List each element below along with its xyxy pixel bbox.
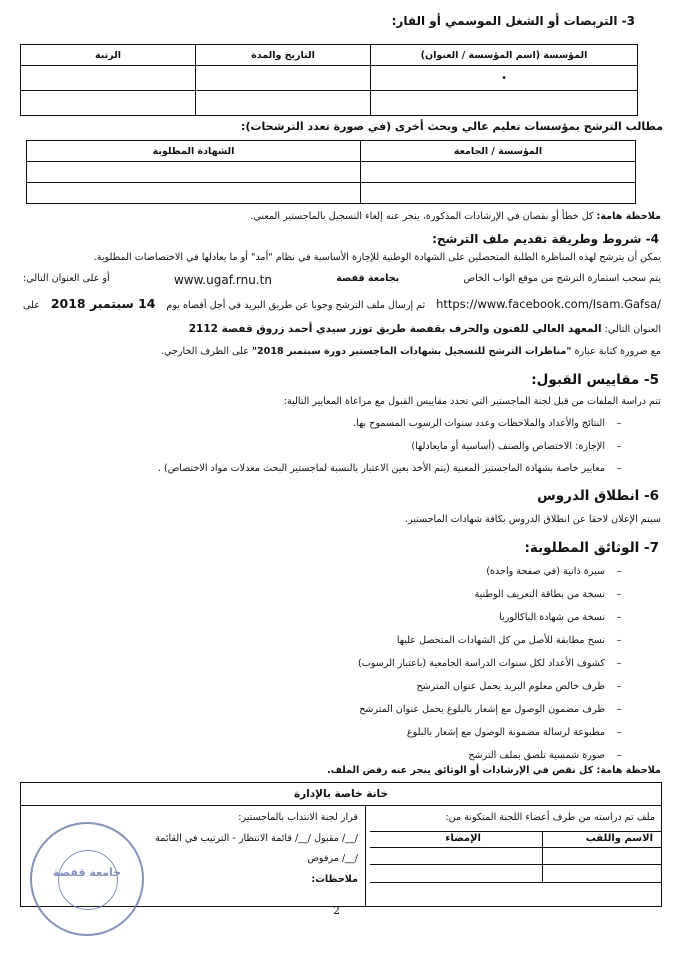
committee-row bbox=[370, 847, 661, 865]
table-cell bbox=[361, 162, 636, 183]
list-item: – صورة شمسية تلصق بملف الترشح bbox=[358, 744, 633, 767]
important-note-1 bbox=[250, 211, 661, 223]
list-item: – مطبوعة لرسالة مضمونة الوصول مع إشعار بالبلوغ bbox=[358, 721, 633, 744]
committee-column-divider bbox=[542, 831, 543, 883]
list-item: – سيرة ذاتية (في صفحة واحدة) bbox=[358, 560, 633, 583]
courses-start-text: سيتم الإعلان لاحقا عن انطلاق الدروس بكافة شهادات الماجستير. bbox=[404, 514, 661, 525]
table-cell bbox=[371, 66, 638, 91]
important-note-2 bbox=[327, 765, 661, 777]
list-item: – ظرف مضمون الوصول مع إشعار بالبلوغ يحمل عنوان المترشح bbox=[358, 698, 633, 721]
header-institution: المؤسسة (اسم المؤسسة / العنوان) bbox=[371, 45, 638, 66]
list-item: – الإجازة: الاختصاص والصنف (أساسية أو مايعادلها) bbox=[158, 436, 633, 459]
list-item: – نسخة من شهادة الباكالوريا bbox=[358, 606, 633, 629]
table-row bbox=[21, 91, 638, 116]
envelope-outro: على الظرف الخارجي. bbox=[160, 346, 249, 357]
committee-panel bbox=[365, 806, 661, 906]
table-row bbox=[21, 66, 638, 91]
form-download-line bbox=[23, 273, 661, 289]
envelope-intro: مع ضرورة كتابة عبارة bbox=[574, 346, 661, 357]
note-label: ملاحظة هامة: bbox=[596, 765, 661, 776]
table-cell bbox=[196, 91, 371, 116]
address-label: العنوان التالي: bbox=[604, 324, 661, 335]
list-item: – نسخ مطابقة للأصل من كل الشهادات المتحصل عليها bbox=[358, 629, 633, 652]
address-line bbox=[189, 323, 661, 337]
list-item: – ظرف خالص معلوم البريد يحمل عنوان المترشح bbox=[358, 675, 633, 698]
notes-label: ملاحظات: bbox=[311, 874, 358, 885]
section-3-title: 3- التربصات أو الشغل الموسمي أو القار: bbox=[391, 14, 635, 28]
header-rank: الرتبة bbox=[21, 45, 196, 66]
envelope-mention-line bbox=[161, 346, 661, 358]
list-item: – نسخة من بطاقة التعريف الوطنية bbox=[358, 583, 633, 606]
table-row bbox=[27, 183, 636, 204]
or-address-text: أو على العنوان التالي: bbox=[23, 273, 110, 284]
header-degree: الشهادة المطلوبة bbox=[27, 141, 361, 162]
required-documents-list bbox=[358, 560, 633, 767]
eligibility-text: يمكن أن يترشح لهذه المناظرة الطلبة المتحصلين على الشهادة الوطنية للإجازة الأساسية في نظام "أمد" أو ما يعادلها في الاختصاصات المطلوبة. bbox=[93, 252, 661, 263]
stamp-inner-ring bbox=[58, 850, 118, 910]
envelope-phrase: "مناظرات الترشح للتسجيل بشهادات الماجستير دورة سبتمبر 2018" bbox=[252, 346, 572, 357]
section-5-title: 5- مقاييس القبول: bbox=[531, 372, 659, 388]
multi-candidacy-title: مطالب الترشح بمؤسسات تعليم عالي وبحث أخرى (في صورة تعدد الترشحات): bbox=[241, 120, 663, 133]
table-cell bbox=[21, 66, 196, 91]
rejected-option: /__/ مرفوض bbox=[307, 853, 358, 864]
table-row bbox=[27, 162, 636, 183]
send-file-line bbox=[23, 296, 661, 312]
institute-address: المعهد العالي للفنون والحرف بقفصة طريق توزر سيدي أحمد زروق قفصة 2112 bbox=[188, 323, 602, 335]
page-number: 2 bbox=[333, 904, 340, 917]
table-cell bbox=[21, 91, 196, 116]
table-cell bbox=[361, 183, 636, 204]
note-text: كل نقص في الإرشادات أو الوثائق ينجر عنه رفض الملف. bbox=[327, 765, 594, 776]
deadline-date: 14 سبتمبر 2018 bbox=[50, 296, 156, 311]
university-stamp bbox=[30, 822, 144, 936]
facebook-link[interactable]: https://www.facebook.com/Isam.Gafsa/ bbox=[436, 297, 661, 311]
table-header-row bbox=[27, 141, 636, 162]
section-7-title: 7- الوثائق المطلوبة: bbox=[524, 540, 659, 556]
university-name: بجامعة قفصة bbox=[336, 273, 400, 284]
table-cell bbox=[27, 183, 361, 204]
section-4-title: 4- شروط وطريقة تقديم ملف الترشح: bbox=[432, 232, 659, 246]
table-cell bbox=[371, 91, 638, 116]
row-marker: • bbox=[501, 72, 507, 84]
table-header-row bbox=[21, 45, 638, 66]
other-candidacies-table bbox=[26, 140, 636, 204]
note-label: ملاحظة هامة: bbox=[596, 211, 661, 222]
list-item: – معايير خاصة بشهادة الماجستير المعنية (يتم الأخذ بعين الاعتبار بالنسبة لماجستير البحث معدلات مواد الاختصاص) . bbox=[158, 458, 633, 481]
note-text: كل خطأ أو نقصان في الإرشادات المذكورة، ينجر عنه إلغاء التسجيل بالماجستير المعني. bbox=[250, 211, 594, 222]
list-item: – النتائج والأعداد والملاحظات وعدد سنوات الرسوب المسموح بها. bbox=[158, 413, 633, 436]
committee-header-row bbox=[370, 831, 661, 848]
header-university: المؤسسة / الجامعة bbox=[361, 141, 636, 162]
university-website-link[interactable]: www.ugaf.rnu.tn bbox=[173, 273, 272, 287]
admission-criteria-list bbox=[158, 413, 633, 481]
table-cell bbox=[27, 162, 361, 183]
administration-title: خانة خاصة بالإدارة bbox=[21, 783, 661, 806]
header-date-duration: التاريخ والمدة bbox=[196, 45, 371, 66]
stamp-label: جامعة قفصة bbox=[52, 866, 122, 879]
accepted-waitlist-option: /__/ مقبول /__/ قائمة الانتظار - الترتيب في القائمة bbox=[155, 833, 358, 844]
on-text: على bbox=[23, 300, 40, 311]
send-instructions: ثم إرسال ملف الترشح وجوبا عن طريق البريد في أجل أقصاه يوم bbox=[166, 300, 426, 311]
signature-column-header: الإمضاء bbox=[445, 833, 481, 844]
table-cell bbox=[196, 66, 371, 91]
internships-table bbox=[20, 44, 638, 116]
section-6-title: 6- انطلاق الدروس bbox=[537, 488, 659, 504]
admission-intro: تتم دراسة الملفات من قبل لجنة الماجستير التي تحدد مقاييس القبول مع مراعاة المعايير التالية: bbox=[283, 396, 661, 407]
download-text: يتم سحب استمارة الترشح من موقع الواب الخاص bbox=[463, 273, 661, 284]
committee-row bbox=[370, 865, 661, 883]
name-column-header: الاسم واللقب bbox=[585, 833, 653, 844]
list-item: – كشوف الأعداد لكل سنوات الدراسة الجامعية (باعتبار الرسوب) bbox=[358, 652, 633, 675]
committee-text: ملف تم دراسته من طرف أعضاء اللجنة المتكونة من: bbox=[445, 812, 655, 823]
decision-label: قرار لجنة الانتداب بالماجستير: bbox=[238, 812, 358, 823]
